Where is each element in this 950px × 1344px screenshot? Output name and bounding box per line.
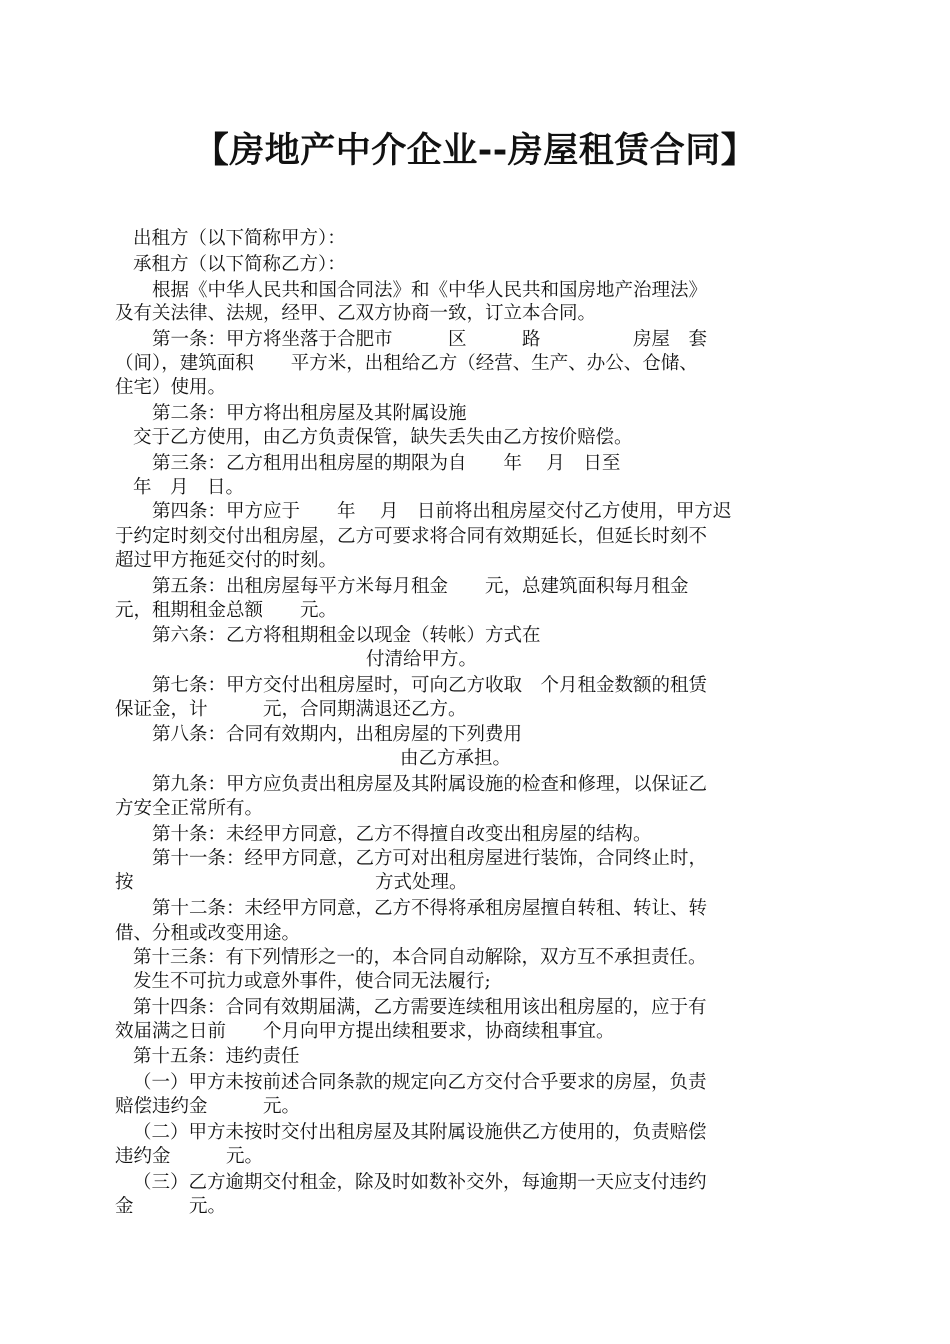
article-14-line: 第十四条：合同有效期届满，乙方需要连续租用该出租房屋的，应于有 xyxy=(133,997,707,1018)
article-15-clause-line: 违约金 元。 xyxy=(115,1146,264,1167)
article-1-line: 第一条：甲方将坐落于合肥市 区 路 房屋 套 xyxy=(152,329,708,350)
article-15-clause-line: （三）乙方逾期交付租金，除及时如数补交外，每逾期一天应支付违约 xyxy=(133,1172,707,1193)
article-1-line: （间），建筑面积 平方米，出租给乙方（经营、生产、办公、仓储、 xyxy=(115,353,698,374)
article-2-line: 第二条：甲方将出租房屋及其附属设施 xyxy=(152,403,467,424)
article-1-line: 住宅）使用。 xyxy=(115,377,227,398)
article-13-line: 第十三条：有下列情形之一的，本合同自动解除，双方互不承担责任。 xyxy=(133,947,707,968)
article-11-line: 按 xyxy=(115,872,134,893)
article-8-line: 第八条：合同有效期内，出租房屋的下列费用 xyxy=(152,724,523,745)
article-10-line: 第十条：未经甲方同意，乙方不得擅自改变出租房屋的结构。 xyxy=(152,824,652,845)
document-title: 【房地产中介企业--房屋租赁合同】 xyxy=(193,131,757,171)
article-6-line: 第六条：乙方将租期租金以现金（转帐）方式在 xyxy=(152,625,541,646)
article-7-line: 第七条：甲方交付出租房屋时，可向乙方收取 个月租金数额的租赁 xyxy=(152,675,708,696)
article-8-line: 由乙方承担。 xyxy=(400,748,512,769)
article-15-clause-line: （二）甲方未按时交付出租房屋及其附属设施供乙方使用的，负责赔偿 xyxy=(133,1122,707,1143)
article-4-line: 于约定时刻交付出租房屋，乙方可要求将合同有效期延长，但延长时刻不 xyxy=(115,526,708,547)
article-15-clause-line: 金 元。 xyxy=(115,1196,227,1217)
article-11-line: 第十一条：经甲方同意，乙方可对出租房屋进行装饰，合同终止时， xyxy=(152,848,708,869)
preamble-line: 根据《中华人民共和国合同法》和《中华人民共和国房地产治理法》 xyxy=(152,280,708,301)
article-15-clause-line: （一）甲方未按前述合同条款的规定向乙方交付合乎要求的房屋，负责 xyxy=(133,1072,707,1093)
article-11-line: 方式处理。 xyxy=(375,872,468,893)
article-9-line: 第九条：甲方应负责出租房屋及其附属设施的检查和修理，以保证乙 xyxy=(152,774,708,795)
article-15-line: 第十五条：违约责任 xyxy=(133,1046,300,1067)
lessor-line: 出租方（以下简称甲方）： xyxy=(133,228,346,249)
preamble-line: 及有关法律、法规，经甲、乙双方协商一致，订立本合同。 xyxy=(115,303,597,324)
article-5-line: 第五条：出租房屋每平方米每月租金 元，总建筑面积每月租金 xyxy=(152,576,689,597)
article-3-line: 年 月 日。 xyxy=(133,477,245,498)
article-9-line: 方安全正常所有。 xyxy=(115,798,264,819)
article-14-line: 效届满之日前 个月向甲方提出续租要求，协商续租事宜。 xyxy=(115,1021,615,1042)
article-13-line: 发生不可抗力或意外事件，使合同无法履行; xyxy=(133,971,491,992)
article-6-line: 付清给甲方。 xyxy=(366,649,478,670)
article-3-line: 第三条：乙方租用出租房屋的期限为自 年 月 日至 xyxy=(152,453,621,474)
article-15-clause-line: 赔偿违约金 元。 xyxy=(115,1096,301,1117)
article-7-line: 保证金，计 元，合同期满退还乙方。 xyxy=(115,699,467,720)
article-12-line: 借、分租或改变用途。 xyxy=(115,923,301,944)
lessee-line: 承租方（以下简称乙方）： xyxy=(133,254,346,275)
article-5-line: 元，租期租金总额 元。 xyxy=(115,600,338,621)
article-4-line: 超过甲方拖延交付的时刻。 xyxy=(115,550,338,571)
article-12-line: 第十二条：未经甲方同意，乙方不得将承租房屋擅自转租、转让、转 xyxy=(152,898,708,919)
article-4-line: 第四条：甲方应于 年 月 日前将出租房屋交付乙方使用，甲方迟 xyxy=(152,501,732,522)
article-2-line: 交于乙方使用，由乙方负责保管，缺失丢失由乙方按价赔偿。 xyxy=(133,427,633,448)
